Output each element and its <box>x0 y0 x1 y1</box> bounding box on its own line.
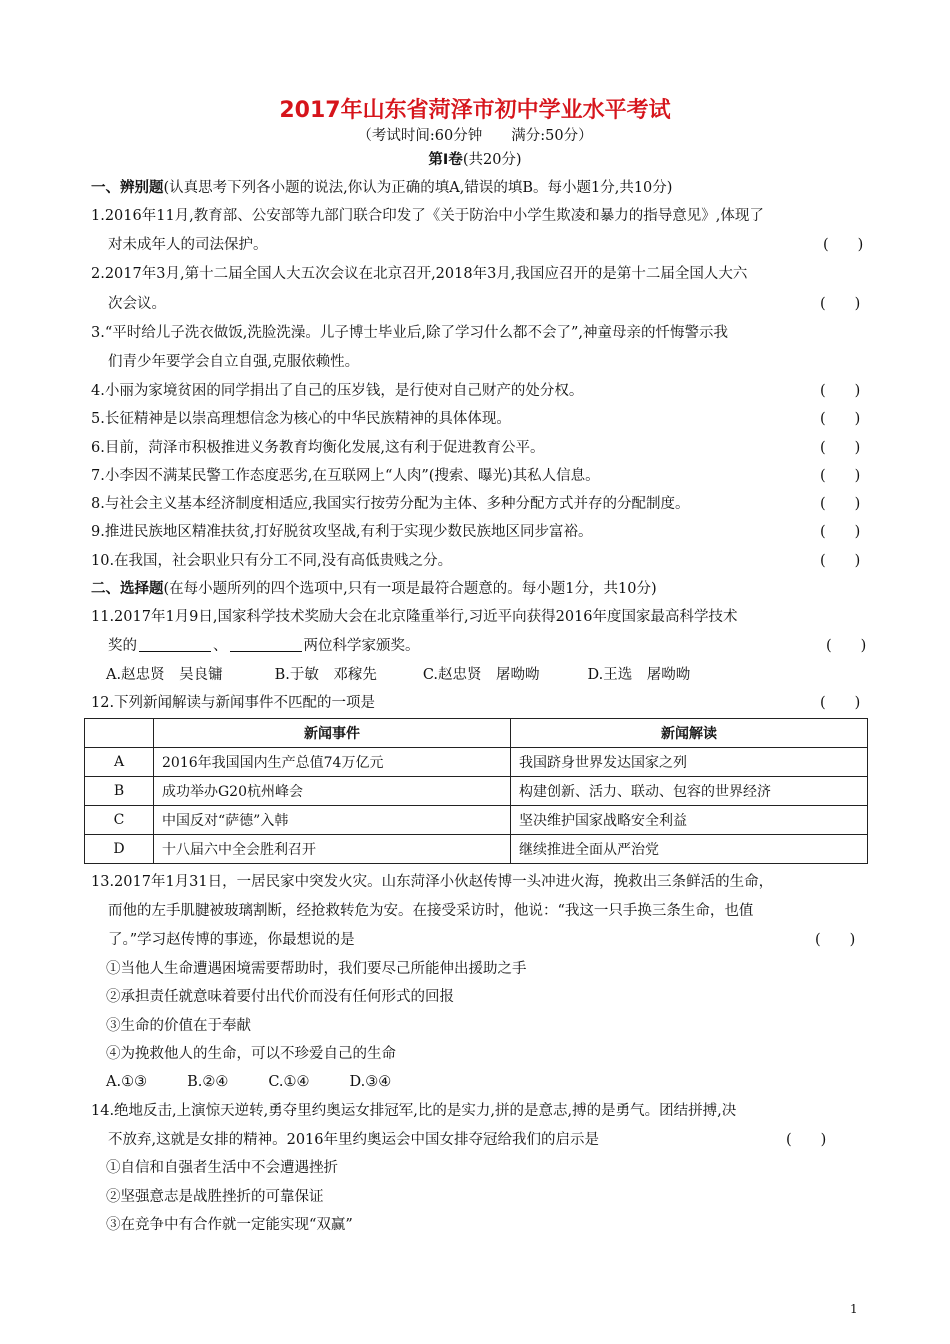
q8-answer-paren[interactable]: ( ) <box>820 496 861 512</box>
exam-subtitle: （考试时间:60分钟 满分:50分） <box>357 128 593 144</box>
section1-heading <box>91 178 871 198</box>
section2-label: 二、选择题 <box>91 581 164 597</box>
q13-item-1: ①当他人生命遭遇困境需要帮助时，我们要尽己所能伸出援助之手 <box>106 961 527 977</box>
table-row <box>85 835 868 864</box>
section1-instruction: (认真思考下列各小题的说法,你认为正确的填A,错误的填B。每小题1分,共10分) <box>163 180 673 196</box>
q13-option-d: D.③④ <box>349 1074 392 1090</box>
q5-answer-paren[interactable]: ( ) <box>820 411 861 427</box>
part-label: 第Ⅰ卷 <box>428 152 463 168</box>
q11-suffix: 两位科学家颁奖。 <box>303 638 420 654</box>
q14-answer-paren[interactable]: ( ) <box>786 1132 827 1148</box>
section2-instruction: (在每小题所列的四个选项中,只有一项是最符合题意的。每小题1分，共10分) <box>163 581 657 597</box>
table-cell: 继续推进全面从严治党 <box>511 835 868 864</box>
q13-item-2: ②承担责任就意味着要付出代价而没有任何形式的回报 <box>106 989 454 1005</box>
q11-option-a: A.赵忠贤 吴良镛 <box>106 667 223 683</box>
q4-text: 4.小丽为家境贫困的同学捐出了自己的压岁钱，是行使对自己财产的处分权。 <box>91 383 584 399</box>
q8-text: 8.与社会主义基本经济制度相适应,我国实行按劳分配为主体、多种分配方式并存的分配制度。 <box>91 496 690 512</box>
q11-line1: 11.2017年1月9日,国家科学技术奖励大会在北京隆重举行,习近平向获得2016年度国家最高科学技术 <box>91 609 738 625</box>
q3-line2: 们青少年要学会自立自强,克服依赖性。 <box>108 354 360 370</box>
q1-line1: 1.2016年11月,教育部、公安部等九部门联合印发了《关于防治中小学生欺凌和暴力的指导意见》,体现了 <box>91 208 764 224</box>
table-row <box>85 777 868 806</box>
q13-item-3: ③生命的价值在于奉献 <box>106 1018 251 1034</box>
q6-answer-paren[interactable]: ( ) <box>820 440 861 456</box>
q10-text: 10.在我国，社会职业只有分工不同,没有高低贵贱之分。 <box>91 553 453 569</box>
q13-answer-paren[interactable]: ( ) <box>815 932 856 948</box>
q7-text: 7.小李因不满某民警工作态度恶劣,在互联网上“人肉”(搜索、曝光)其私人信息。 <box>91 468 600 484</box>
q13-option-b: B.②④ <box>187 1074 229 1090</box>
q12-text: 12.下列新闻解读与新闻事件不匹配的一项是 <box>91 695 376 711</box>
q11-option-b: B.于敏 邓稼先 <box>274 667 377 683</box>
table-row <box>85 748 868 777</box>
q11-option-c: C.赵忠贤 屠呦呦 <box>422 667 540 683</box>
q5-text: 5.长征精神是以崇高理想信念为核心的中华民族精神的具体体现。 <box>91 411 511 427</box>
q12-answer-paren[interactable]: ( ) <box>820 695 861 711</box>
q11-options <box>106 665 886 685</box>
q13-line3: 了。”学习赵传博的事迹，你最想说的是 <box>108 932 355 948</box>
exam-title: 2017年山东省菏泽市初中学业水平考试 <box>279 98 671 123</box>
part-score: (共20分) <box>462 152 522 168</box>
table-header-cell: 新闻事件 <box>154 719 511 748</box>
q13-line1: 13.2017年1月31日，一居民家中突发火灾。山东菏泽小伙赵传博一头冲进火海，挽救出三条鲜活的生命， <box>91 874 774 890</box>
q9-text: 9.推进民族地区精准扶贫,打好脱贫攻坚战,有利于实现少数民族地区同步富裕。 <box>91 524 593 540</box>
q11-blank-2[interactable] <box>230 651 302 652</box>
q13-option-c: C.①④ <box>268 1074 310 1090</box>
q11-separator: 、 <box>213 638 228 654</box>
q6-text: 6.目前，菏泽市积极推进义务教育均衡化发展,这有利于促进教育公平。 <box>91 440 545 456</box>
q14-line2: 不放弃,这就是女排的精神。2016年里约奥运会中国女排夺冠给我们的启示是 <box>108 1132 600 1148</box>
part-heading <box>0 150 950 170</box>
q14-item-1: ①自信和自强者生活中不会遭遇挫折 <box>106 1160 338 1176</box>
q14-item-3: ③在竞争中有合作就一定能实现“双赢” <box>106 1217 353 1233</box>
q14-line1: 14.绝地反击,上演惊天逆转,勇夺里约奥运女排冠军,比的是实力,拼的是意志,搏的是勇气。团结拼搏,决 <box>91 1103 737 1119</box>
table-cell: 构建创新、活力、联动、包容的世界经济 <box>511 777 868 806</box>
q14-item-2: ②坚强意志是战胜挫折的可靠保证 <box>106 1189 324 1205</box>
q11-option-d: D.王选 屠呦呦 <box>587 667 691 683</box>
q11-prefix: 奖的 <box>108 638 137 654</box>
q2-answer-paren[interactable]: ( ) <box>820 296 861 312</box>
q13-line2: 而他的左手肌腱被玻璃割断，经抢救转危为安。在接受采访时，他说：“我这一只手换三条生命，也值 <box>108 903 754 919</box>
section1-label: 一、辨别题 <box>91 180 164 196</box>
q11-line2 <box>108 636 888 656</box>
q13-item-4: ④为挽救他人的生命，可以不珍爱自己的生命 <box>106 1046 396 1062</box>
q2-line2: 次会议。 <box>108 296 166 312</box>
q2-line1: 2.2017年3月,第十二届全国人大五次会议在北京召开,2018年3月,我国应召开的是第十二届全国人大六 <box>91 266 748 282</box>
table-cell: 成功举办G20杭州峰会 <box>154 777 511 806</box>
table-cell: 中国反对“萨德”入韩 <box>154 806 511 835</box>
table-row <box>85 806 868 835</box>
table-header-cell: 新闻解读 <box>511 719 868 748</box>
table-cell: A <box>85 748 154 777</box>
table-header-row <box>85 719 868 748</box>
table-cell: C <box>85 806 154 835</box>
page-number: 1 <box>850 1302 858 1316</box>
q7-answer-paren[interactable]: ( ) <box>820 468 861 484</box>
table-cell: 2016年我国国内生产总值74万亿元 <box>154 748 511 777</box>
q1-line2: 对未成年人的司法保护。 <box>108 237 268 253</box>
news-table <box>84 718 868 864</box>
q13-options <box>106 1072 886 1092</box>
q9-answer-paren[interactable]: ( ) <box>820 524 861 540</box>
q1-answer-paren[interactable]: ( ) <box>823 237 864 253</box>
q4-answer-paren[interactable]: ( ) <box>820 383 861 399</box>
q11-blank-1[interactable] <box>139 651 211 652</box>
table-header-cell <box>85 719 154 748</box>
table-cell: D <box>85 835 154 864</box>
table-cell: 我国跻身世界发达国家之列 <box>511 748 868 777</box>
q3-line1: 3.“平时给儿子洗衣做饭,洗脸洗澡。儿子博士毕业后,除了学习什么都不会了”,神童母亲的忏悔警示我 <box>91 325 728 341</box>
q10-answer-paren[interactable]: ( ) <box>820 553 861 569</box>
table-cell: B <box>85 777 154 806</box>
q11-answer-paren[interactable]: ( ) <box>826 638 867 654</box>
table-cell: 十八届六中全会胜利召开 <box>154 835 511 864</box>
table-cell: 坚决维护国家战略安全利益 <box>511 806 868 835</box>
q13-option-a: A.①③ <box>106 1074 148 1090</box>
section2-heading <box>91 579 871 599</box>
